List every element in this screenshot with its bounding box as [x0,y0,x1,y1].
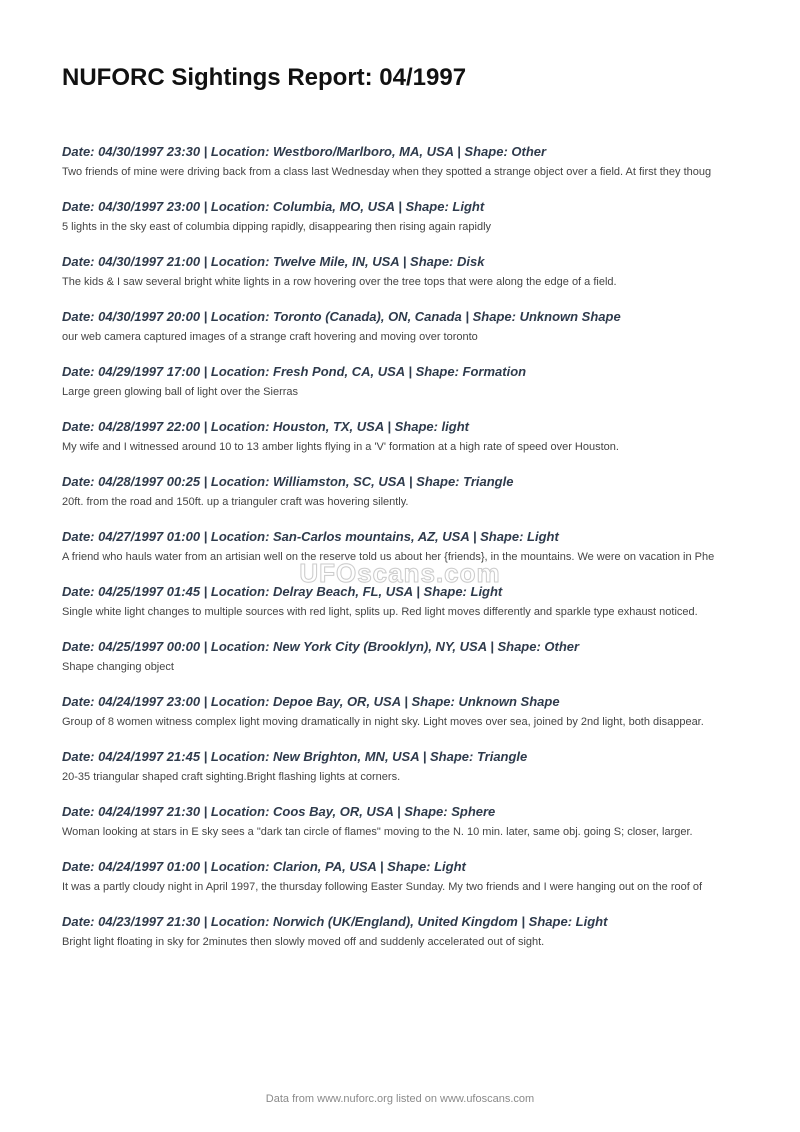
sighting-description: Group of 8 women witness complex light moving dramatically in night sky. Light moves over sea, joined by 2nd light, both disappear. [62,716,704,728]
sighting-heading: Date: 04/27/1997 01:00 | Location: San-Carlos mountains, AZ, USA | Shape: Light [62,529,559,544]
sighting-description: 5 lights in the sky east of columbia dipping rapidly, disappearing then rising again rapidly [62,221,492,233]
sightings-list [62,143,738,968]
sighting-entry [62,473,738,510]
sighting-entry [62,693,738,730]
sighting-entry [62,528,738,565]
sighting-entry [62,583,738,620]
sighting-description: our web camera captured images of a strange craft hovering and moving over toronto [62,331,478,343]
sighting-entry [62,308,738,345]
sighting-entry [62,253,738,290]
sighting-heading: Date: 04/29/1997 17:00 | Location: Fresh Pond, CA, USA | Shape: Formation [62,364,527,379]
sighting-description: Shape changing object [62,661,174,673]
sighting-entry [62,748,738,785]
sighting-heading: Date: 04/24/1997 21:30 | Location: Coos Bay, OR, USA | Shape: Sphere [62,804,496,819]
watermark: UFOscans.com [299,558,501,588]
sighting-description: My wife and I witnessed around 10 to 13 amber lights flying in a 'V' formation at a high rate of speed over Houston. [62,441,619,453]
sighting-heading: Date: 04/24/1997 23:00 | Location: Depoe Bay, OR, USA | Shape: Unknown Shape [62,694,560,709]
sighting-entry [62,638,738,675]
sighting-entry [62,363,738,400]
sighting-description: 20-35 triangular shaped craft sighting.Bright flashing lights at corners. [62,771,401,783]
page-title: NUFORC Sightings Report: 04/1997 [62,64,467,91]
sighting-heading: Date: 04/28/1997 22:00 | Location: Houston, TX, USA | Shape: light [62,419,469,434]
sighting-heading: Date: 04/25/1997 00:00 | Location: New York City (Brooklyn), NY, USA | Shape: Other [62,639,580,654]
sighting-description: A friend who hauls water from an artisian well on the reserve told us about her {friends}, in the mountains. We were on vacation in Phe [62,551,715,563]
sighting-heading: Date: 04/23/1997 21:30 | Location: Norwich (UK/England), United Kingdom | Shape: Light [62,914,608,929]
sighting-heading: Date: 04/25/1997 01:45 | Location: Delray Beach, FL, USA | Shape: Light [62,584,503,599]
sighting-heading: Date: 04/30/1997 21:00 | Location: Twelve Mile, IN, USA | Shape: Disk [62,254,485,269]
sighting-description: Bright light floating in sky for 2minutes then slowly moved off and suddenly accelerated out of sight. [62,936,545,948]
sighting-heading: Date: 04/24/1997 21:45 | Location: New Brighton, MN, USA | Shape: Triangle [62,749,528,764]
sighting-description: Single white light changes to multiple sources with red light, splits up. Red light moves differently and sparkle type exhaust noticed. [62,606,698,618]
sighting-entry [62,858,738,895]
sighting-entry [62,143,738,180]
sighting-description: Woman looking at stars in E sky sees a "dark tan circle of flames" moving to the N. 10 min. later, same obj. going S; closer, larger. [62,826,693,838]
sighting-entry [62,803,738,840]
sighting-heading: Date: 04/30/1997 23:30 | Location: Westboro/Marlboro, MA, USA | Shape: Other [62,144,547,159]
sighting-description: The kids & I saw several bright white lights in a row hovering over the tree tops that were along the edge of a field. [62,276,617,288]
sighting-heading: Date: 04/30/1997 23:00 | Location: Columbia, MO, USA | Shape: Light [62,199,485,214]
sighting-description: It was a partly cloudy night in April 1997, the thursday following Easter Sunday. My two friends and I were hanging out on the roof of [62,881,702,893]
footer-source-note: Data from www.nuforc.org listed on www.ufoscans.com [265,1093,535,1105]
sighting-entry [62,418,738,455]
sighting-description: Large green glowing ball of light over the Sierras [62,386,299,398]
sighting-description: Two friends of mine were driving back from a class last Wednesday when they spotted a strange object over a field. At first they thoug [62,166,712,178]
sighting-heading: Date: 04/30/1997 20:00 | Location: Toronto (Canada), ON, Canada | Shape: Unknown Shape [62,309,621,324]
sighting-heading: Date: 04/28/1997 00:25 | Location: Williamston, SC, USA | Shape: Triangle [62,474,514,489]
sighting-heading: Date: 04/24/1997 01:00 | Location: Clarion, PA, USA | Shape: Light [62,859,466,874]
sighting-entry [62,198,738,235]
sighting-entry [62,913,738,950]
sighting-description: 20ft. from the road and 150ft. up a trianguler craft was hovering silently. [62,496,409,508]
